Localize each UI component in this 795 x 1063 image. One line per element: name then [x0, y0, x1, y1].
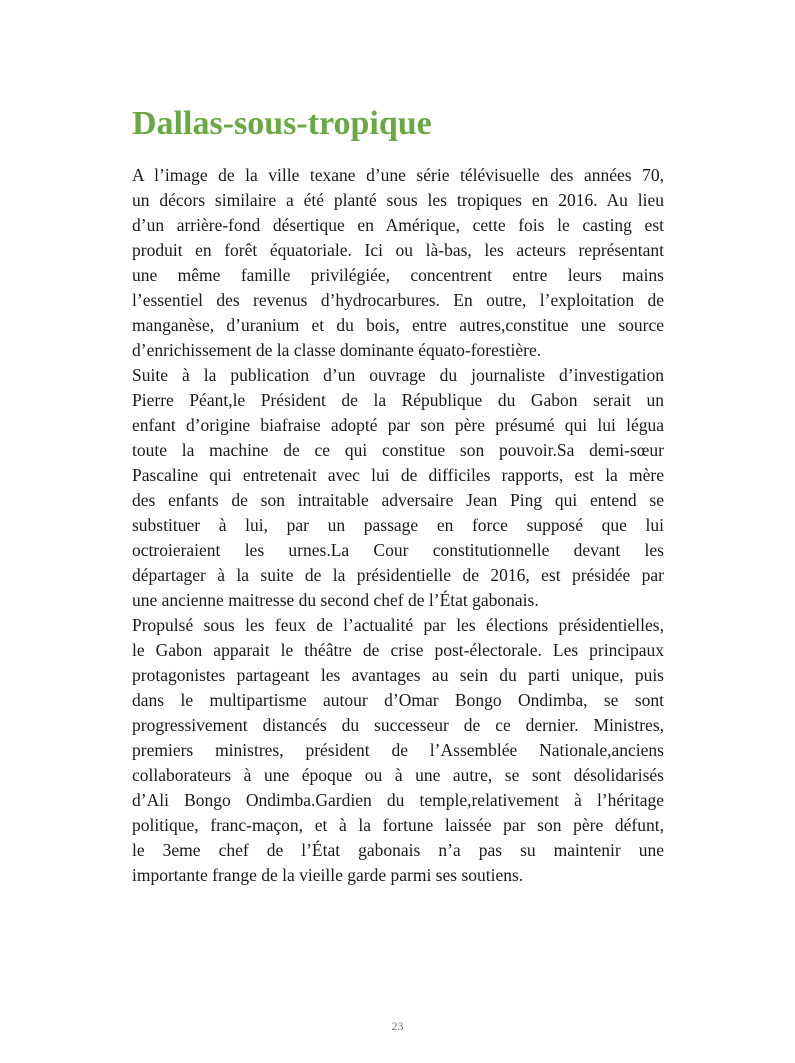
text-line: Pierre Péant,le Président de la République du Gabon serait un: [132, 390, 664, 410]
text-line: d’Ali Bongo Ondimba.Gardien du temple,relativement à l’héritage: [132, 790, 664, 810]
paragraph-1: [132, 163, 664, 363]
text-line: collaborateurs à une époque ou à une autre, se sont désolidarisés: [132, 765, 664, 785]
text-line: substituer à lui, par un passage en force supposé que lui: [132, 515, 664, 535]
text-line: départager à la suite de la présidentielle de 2016, est présidée par: [132, 565, 664, 585]
paragraph-3: [132, 613, 664, 888]
text-line: le Gabon apparait le théâtre de crise post-électorale. Les principaux: [132, 640, 664, 660]
text-line: Pascaline qui entretenait avec lui de difficiles rapports, est la mère: [132, 465, 664, 485]
text-line: manganèse, d’uranium et du bois, entre autres,constitue une source: [132, 315, 664, 335]
body-text: [132, 163, 664, 888]
text-line: A l’image de la ville texane d’une série télévisuelle des années 70,: [132, 165, 664, 185]
text-line: Suite à la publication d’un ouvrage du journaliste d’investigation: [132, 365, 664, 385]
text-line: d’enrichissement de la classe dominante équato-forestière.: [132, 340, 542, 360]
text-line: un décors similaire a été planté sous les tropiques en 2016. Au lieu: [132, 190, 664, 210]
page-title: Dallas-sous-tropique: [132, 105, 432, 142]
text-line: d’un arrière-fond désertique en Amérique, cette fois le casting est: [132, 215, 664, 235]
text-line: une ancienne maitresse du second chef de l’État gabonais.: [132, 590, 539, 610]
text-line: importante frange de la vieille garde parmi ses soutiens.: [132, 865, 524, 885]
text-line: Propulsé sous les feux de l’actualité par les élections présidentielles,: [132, 615, 664, 635]
text-line: produit en forêt équatoriale. Ici ou là-bas, les acteurs représentant: [132, 240, 664, 260]
text-line: politique, franc-maçon, et à la fortune laissée par son père défunt,: [132, 815, 664, 835]
text-line: progressivement distancés du successeur de ce dernier. Ministres,: [132, 715, 664, 735]
text-line: toute la machine de ce qui constitue son pouvoir.Sa demi-sœur: [132, 440, 664, 460]
text-line: une même famille privilégiée, concentrent entre leurs mains: [132, 265, 664, 285]
text-line: enfant d’origine biafraise adopté par son père présumé qui lui légua: [132, 415, 664, 435]
text-line: des enfants de son intraitable adversaire Jean Ping qui entend se: [132, 490, 664, 510]
paragraph-2: [132, 363, 664, 613]
text-line: l’essentiel des revenus d’hydrocarbures. En outre, l’exploitation de: [132, 290, 664, 310]
text-line: octroieraient les urnes.La Cour constitutionnelle devant les: [132, 540, 664, 560]
text-line: protagonistes partageant les avantages au sein du parti unique, puis: [132, 665, 664, 685]
text-line: premiers ministres, président de l’Assemblée Nationale,anciens: [132, 740, 664, 760]
text-line: dans le multipartisme autour d’Omar Bongo Ondimba, se sont: [132, 690, 664, 710]
page-number: 23: [391, 1019, 404, 1033]
text-line: le 3eme chef de l’État gabonais n’a pas su maintenir une: [132, 840, 664, 860]
